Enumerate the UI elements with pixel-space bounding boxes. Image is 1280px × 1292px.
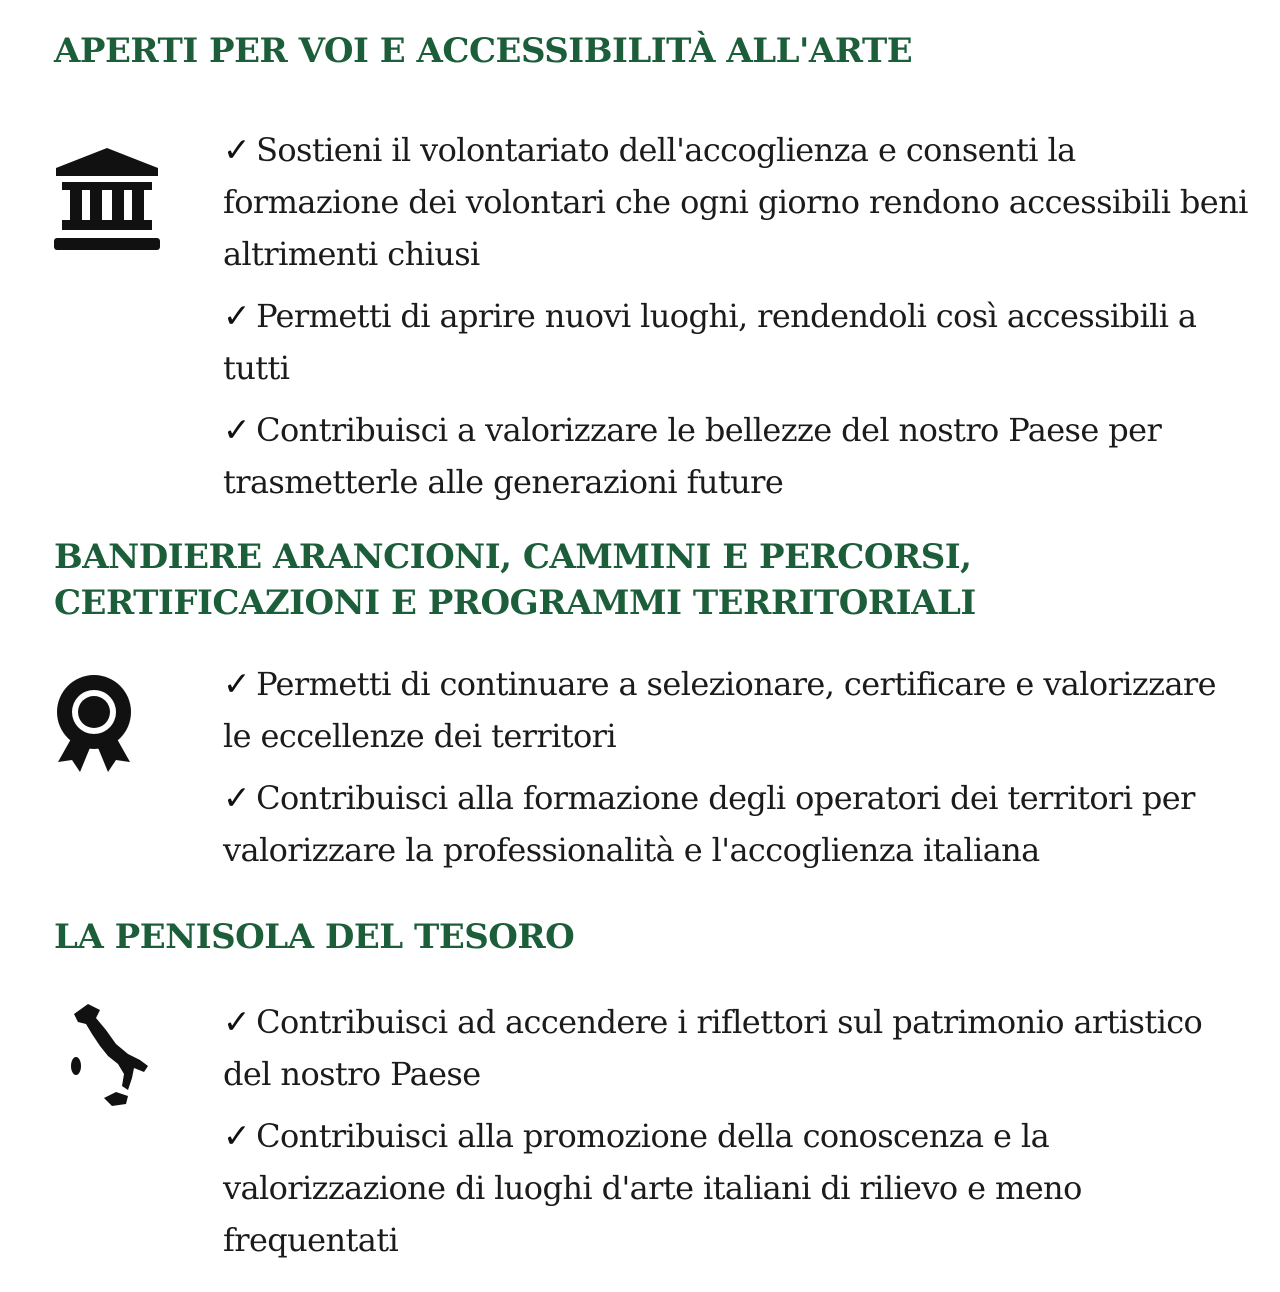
check-icon: ✓ [223, 130, 251, 169]
list-item: ✓ Contribuisci ad accendere i riflettori sul patrimonio artistico del nostro Paese [223, 1002, 1203, 1093]
benefit-list [223, 996, 1250, 1266]
section-body [54, 996, 1250, 1266]
list-item: ✓ Permetti di continuare a selezionare, certificare e valorizzare le eccellenze dei territori [223, 664, 1216, 755]
check-icon: ✓ [223, 664, 251, 703]
list-item: ✓ Contribuisci alla promozione della conoscenza e la valorizzazione di luoghi d'arte italiani di rilievo e meno frequentati [223, 1116, 1082, 1259]
list-item: ✓ Contribuisci a valorizzare le bellezze del nostro Paese per trasmetterle alle generazioni future [223, 410, 1162, 501]
award-ribbon-icon [54, 672, 134, 782]
section-penisola-del-tesoro [54, 914, 1250, 1276]
check-icon: ✓ [223, 410, 251, 449]
section-bandiere-arancioni [54, 534, 1250, 886]
section-title: APERTI PER VOI E ACCESSIBILITÀ ALL'ARTE [54, 31, 913, 71]
section-title: LA PENISOLA DEL TESORO [54, 917, 575, 957]
list-item: ✓ Sostieni il volontariato dell'accoglienza e consenti la formazione dei volontari che ogni giorno rendono accessibili beni altrimenti chiusi [223, 130, 1248, 273]
benefit-list [223, 658, 1250, 876]
check-icon: ✓ [223, 1002, 251, 1041]
section-body [54, 658, 1250, 876]
check-icon: ✓ [223, 296, 251, 335]
museum-building-icon [54, 146, 160, 256]
list-item: ✓ Contribuisci alla formazione degli operatori dei territori per valorizzare la professionalità e l'accoglienza italiana [223, 778, 1195, 869]
benefit-list [223, 124, 1250, 508]
italy-map-icon [66, 1000, 156, 1114]
check-icon: ✓ [223, 778, 251, 817]
section-aperti-per-voi [54, 28, 1250, 518]
list-item: ✓ Permetti di aprire nuovi luoghi, rendendoli così accessibili a tutti [223, 296, 1197, 387]
section-body [54, 124, 1250, 508]
check-icon: ✓ [223, 1116, 251, 1155]
section-title: BANDIERE ARANCIONI, CAMMINI E PERCORSI, CERTIFICAZIONI E PROGRAMMI TERRITORIALI [54, 537, 976, 623]
